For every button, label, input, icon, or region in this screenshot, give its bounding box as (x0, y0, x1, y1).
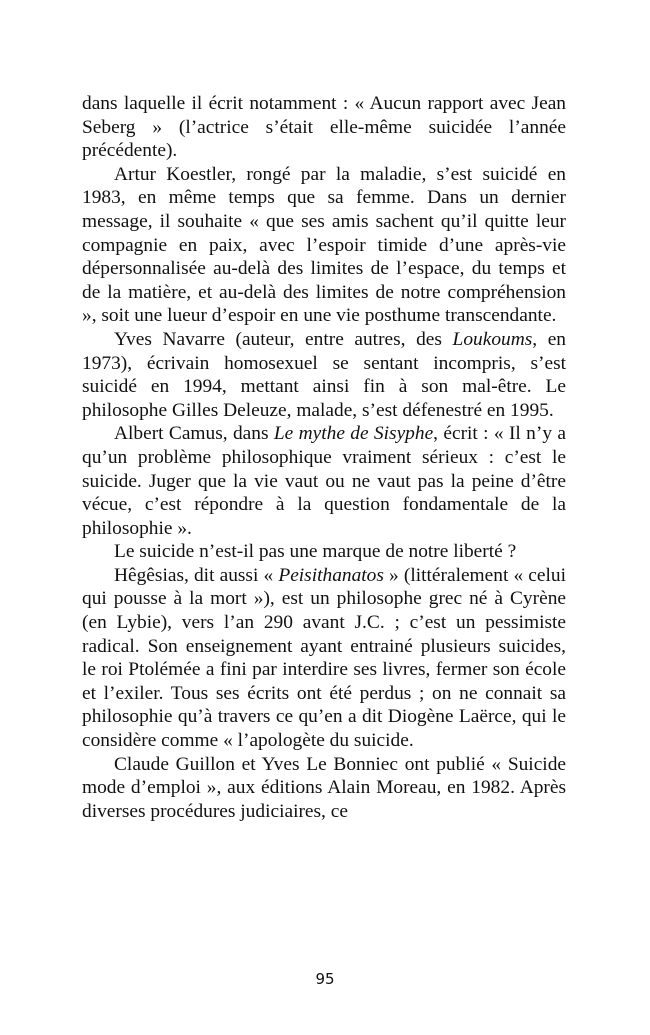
paragraph-3-text-a: Yves Navarre (auteur, entre autres, des (114, 328, 453, 350)
term-peisithanatos: Peisithanatos (278, 564, 384, 586)
paragraph-6-text-a: Hêgêsias, dit aussi « (114, 564, 279, 586)
paragraph-2 (82, 163, 566, 328)
paragraph-2-text: Artur Koestler, rongé par la maladie, s’est suicidé en 1983, en même temps que sa femme. Dans un dernier message, il souhaite « que ses amis sachent qu’il quitte leur compagnie en paix, avec l’espoir timide d’une après-vie dépersonnalisée au-delà des limites de l’espace, du temps et de la matière, et au-delà des limites de notre compréhension », soit une lueur d’espoir en une vie posthume transcendante. (82, 163, 566, 327)
paragraph-3-text-b: , en 1973), écrivain homosexuel se sentant incompris, s’est suicidé en 1994, mettant ainsi fin à son mal-être. Le philosophe Gilles Deleuze, malade, s’est défenestré en 1995. (82, 328, 566, 421)
paragraph-7 (82, 753, 566, 824)
book-title-loukoums: Loukoums (452, 328, 533, 350)
paragraph-4-text-b: , écrit : « Il n’y a qu’un problème philosophique vraiment sérieux : c’est le suicide. Juger que la vie vaut ou ne vaut pas la peine d’être vécue, c’est répondre à la question fondamentale de la philosophie ». (82, 423, 566, 539)
paragraph-7-text: Claude Guillon et Yves Le Bonniec ont publié « Suicide mode d’emploi », aux éditions Alain Moreau, en 1982. Après diverses procédures judiciaires, ce (82, 753, 566, 822)
paragraph-3 (82, 328, 566, 422)
paragraph-4 (82, 422, 566, 540)
paragraph-5 (82, 540, 566, 564)
paragraph-5-text: Le suicide n’est-il pas une marque de notre liberté ? (114, 541, 517, 563)
page-body (82, 92, 566, 823)
paragraph-1-text: dans laquelle il écrit notamment : « Aucun rapport avec Jean Seberg » (l’actrice s’était elle-même suicidée l’année précédente). (82, 93, 566, 162)
paragraph-4-text-a: Albert Camus, dans (114, 423, 274, 445)
page-number: 95 (315, 970, 335, 988)
paragraph-6-text-b: » (littéralement « celui qui pousse à la mort »), est un philosophe grec né à Cyrène (en Lybie), vers l’an 290 avant J.C. ; c’est un pessimiste radical. Son enseignement ayant entrainé plusieurs suicides, le roi Ptolémée a fini par interdire ses livres, fermer son école et l’exiler. Tous ses écrits ont été perdus ; on ne connait sa philosophie qu’à travers ce qu’en a dit Diogène Laërce, qui le considère comme « l’apologète du suicide. (82, 564, 566, 752)
book-title-sisyphe: Le mythe de Sisyphe (273, 423, 434, 445)
paragraph-6 (82, 564, 566, 753)
paragraph-1 (82, 92, 566, 163)
